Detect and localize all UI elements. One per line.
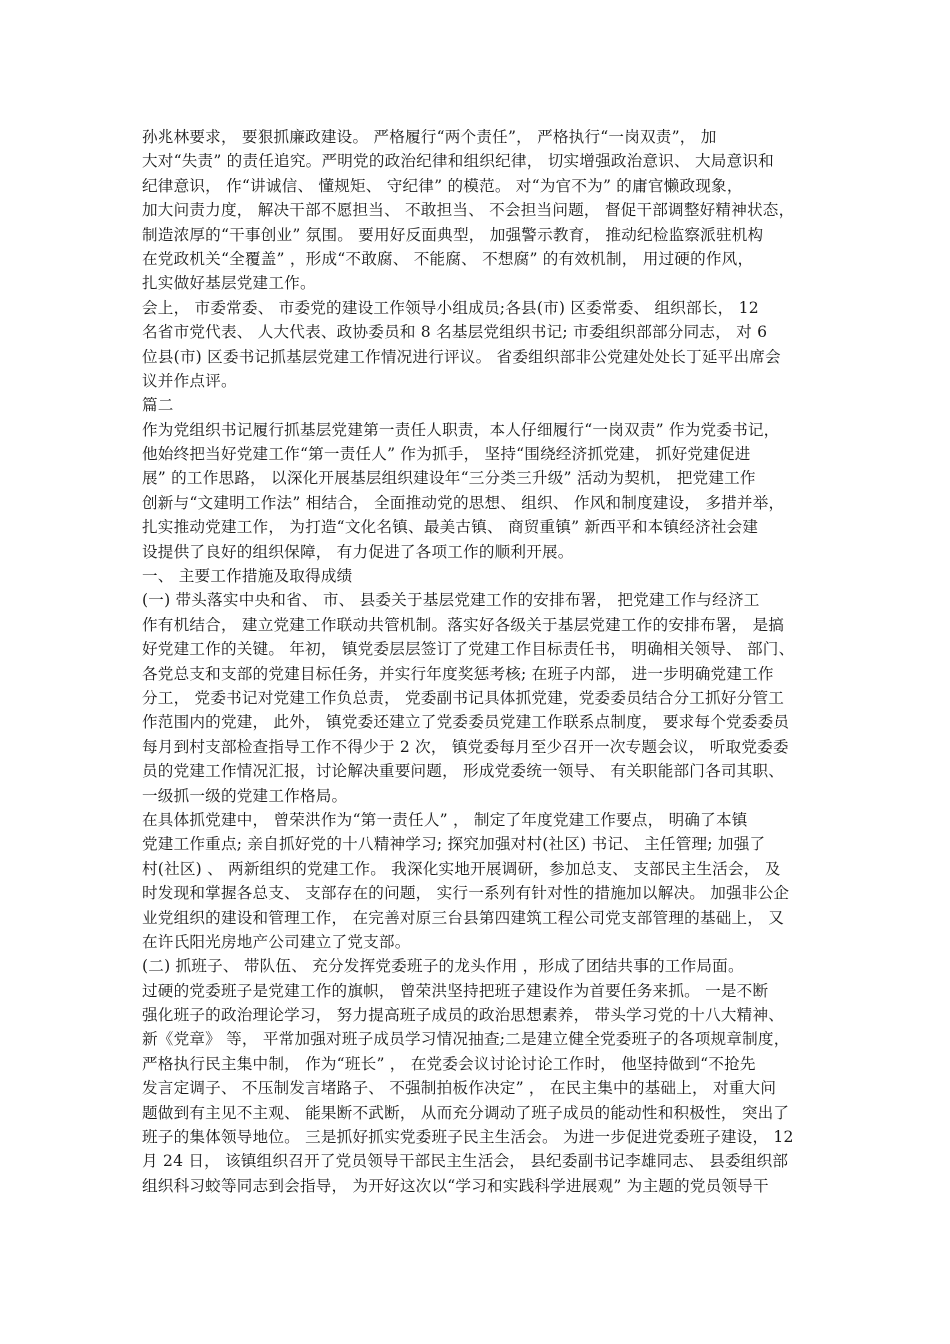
text-line: 在党政机关“全覆盖” ，形成“不敢腐、 不能腐、 不想腐” 的有效机制， 用过硬的作风， — [142, 249, 754, 268]
text-line: 篇二 — [142, 396, 174, 415]
text-line: 名省市党代表、 人大代表、政协委员和 8 名基层党组织书记; 市委组织部部分同志， 对 6 — [142, 323, 768, 342]
text-line: 题做到有主见不主观、 能果断不武断， 从而充分调动了班子成员的能动性和积极性， 突出了 — [142, 1103, 790, 1122]
text-line: 各党总支和支部的党建目标任务，并实行年度奖惩考核; 在班子内部， 进一步明确党建工作 — [142, 664, 774, 683]
text-line: (二) 抓班子、 带队伍、 充分发挥党委班子的龙头作用 ，形成了团结共事的工作局面。 — [142, 957, 744, 976]
text-line: 在具体抓党建中， 曾荣洪作为“第一责任人” ， 制定了年度党建工作要点， 明确了本镇 — [142, 810, 748, 829]
text-line: 会上， 市委常委、 市委党的建设工作领导小组成员;各县(市) 区委常委、 组织部长， 12 — [142, 298, 759, 317]
text-line: 好党建工作的关键。 年初， 镇党委层层签订了党建工作目标责任书， 明确相关领导、 部门、 — [142, 640, 795, 659]
text-line: (一) 带头落实中央和省、 市、 县委关于基层党建工作的安排布署， 把党建工作与经济工 — [142, 591, 760, 610]
text-line: 一级抓一级的党建工作格局。 — [142, 786, 348, 805]
text-line: 扎实做好基层党建工作。 — [142, 274, 316, 293]
text-line: 孙兆林要求， 要狠抓廉政建设。 严格履行“两个责任”， 严格执行“一岗双责”， 加 — [142, 128, 717, 146]
text-line: 展” 的工作思路， 以深化开展基层组织建设年“三分类三升级” 活动为契机， 把党建工作 — [142, 469, 756, 488]
document-body — [142, 125, 822, 1198]
text-line: 分工， 党委书记对党建工作负总责， 党委副书记具体抓党建，党委委员结合分工抓好分管工 — [142, 688, 785, 707]
text-line: 他始终把当好党建工作“第一责任人” 作为抓手， 坚持“围绕经济抓党建， 抓好党建促进 — [142, 445, 751, 464]
text-line: 议并作点评。 — [142, 371, 237, 390]
text-line: 设提供了良好的组织保障， 有力促进了各项工作的顺利开展。 — [142, 542, 574, 561]
text-line: 每月到村支部检查指导工作不得少于 2 次， 镇党委每月至少召开一次专题会议， 听取党委委 — [142, 737, 789, 756]
text-line: 作有机结合， 建立党建工作联动共管机制。落实好各级关于基层党建工作的安排布署， 是搞 — [142, 615, 785, 634]
text-line: 一、 主要工作措施及取得成绩 — [142, 567, 353, 586]
text-line: 发言定调子、 不压制发言堵路子、 不强制拍板作决定” ， 在民主集中的基础上， 对重大问 — [142, 1079, 777, 1098]
text-line: 新《党章》 等， 平常加强对班子成员学习情况抽查;二是建立健全党委班子的各项规章制度， — [142, 1030, 790, 1049]
text-line: 员的党建工作情况汇报，讨论解决重要问题， 形成党委统一领导、 有关职能部门各司其职、 — [142, 762, 785, 781]
text-line: 党建工作重点; 亲自抓好党的十八精神学习; 探究加强对村(社区) 书记、 主任管理; 加强了 — [142, 835, 766, 854]
text-line: 加大问责力度， 解决干部不愿担当、 不敢担当、 不会担当问题， 督促干部调整好精神状态， — [142, 201, 795, 220]
text-line: 作为党组织书记履行抓基层党建第一责任人职责，本人仔细履行“一岗双责” 作为党委书记， — [142, 420, 780, 439]
text-line: 大对“失责” 的责任追究。严明党的政治纪律和组织纪律， 切实增强政治意识、 大局意识和 — [142, 152, 774, 171]
text-line: 位县(市) 区委书记抓基层党建工作情况进行评议。 省委组织部非公党建处处长丁延平出席会 — [142, 347, 781, 366]
text-line: 扎实推动党建工作， 为打造“文化名镇、最美古镇、 商贸重镇” 新西平和本镇经济社会建 — [142, 518, 759, 537]
text-line: 组织科习蛟等同志到会指导， 为开好这次以“学习和实践科学进展观” 为主题的党员领导干 — [142, 1176, 769, 1195]
text-line: 在许氏阳光房地产公司建立了党支部。 — [142, 932, 411, 951]
text-line: 业党组织的建设和管理工作， 在完善对原三台县第四建筑工程公司党支部管理的基础上， 又 — [142, 908, 785, 927]
text-line: 创新与“文建明工作法” 相结合， 全面推动党的思想、 组织、 作风和制度建设， 多措并举， — [142, 493, 785, 512]
text-line: 时发现和掌握各总支、 支部存在的问题， 实行一系列有针对性的措施加以解决。 加强非公企 — [142, 884, 790, 903]
text-line: 作范围内的党建， 此外， 镇党委还建立了党委委员党建工作联系点制度， 要求每个党委委员 — [142, 713, 790, 732]
text-line: 制造浓厚的“干事创业” 氛围。 要用好反面典型， 加强警示教育， 推动纪检监察派驻机构 — [142, 225, 764, 244]
text-line: 月 24 日， 该镇组织召开了党员领导干部民主生活会， 县纪委副书记李雄同志、 县委组织部 — [142, 1152, 789, 1171]
text-line: 严格执行民主集中制， 作为“班长” ， 在党委会议讨论讨论工作时， 他坚持做到“不抢先 — [142, 1054, 756, 1073]
text-line: 班子的集体领导地位。 三是抓好抓实党委班子民主生活会。 为进一步促进党委班子建设， 12 — [142, 1128, 794, 1147]
text-line: 村(社区) 、 两新组织的党建工作。 我深化实地开展调研，参加总支、 支部民主生活会， 及 — [142, 859, 781, 878]
text-line: 纪律意识， 作“讲诚信、 懂规矩、 守纪律” 的模范。 对“为官不为” 的庸官懒政现象， — [142, 176, 743, 195]
text-line: 强化班子的政治理论学习， 努力提高班子成员的政治思想素养， 带头学习党的十八大精神、 — [142, 1006, 785, 1025]
text-line: 过硬的党委班子是党建工作的旗帜， 曾荣洪坚持把班子建设作为首要任务来抓。 一是不断 — [142, 981, 769, 1000]
